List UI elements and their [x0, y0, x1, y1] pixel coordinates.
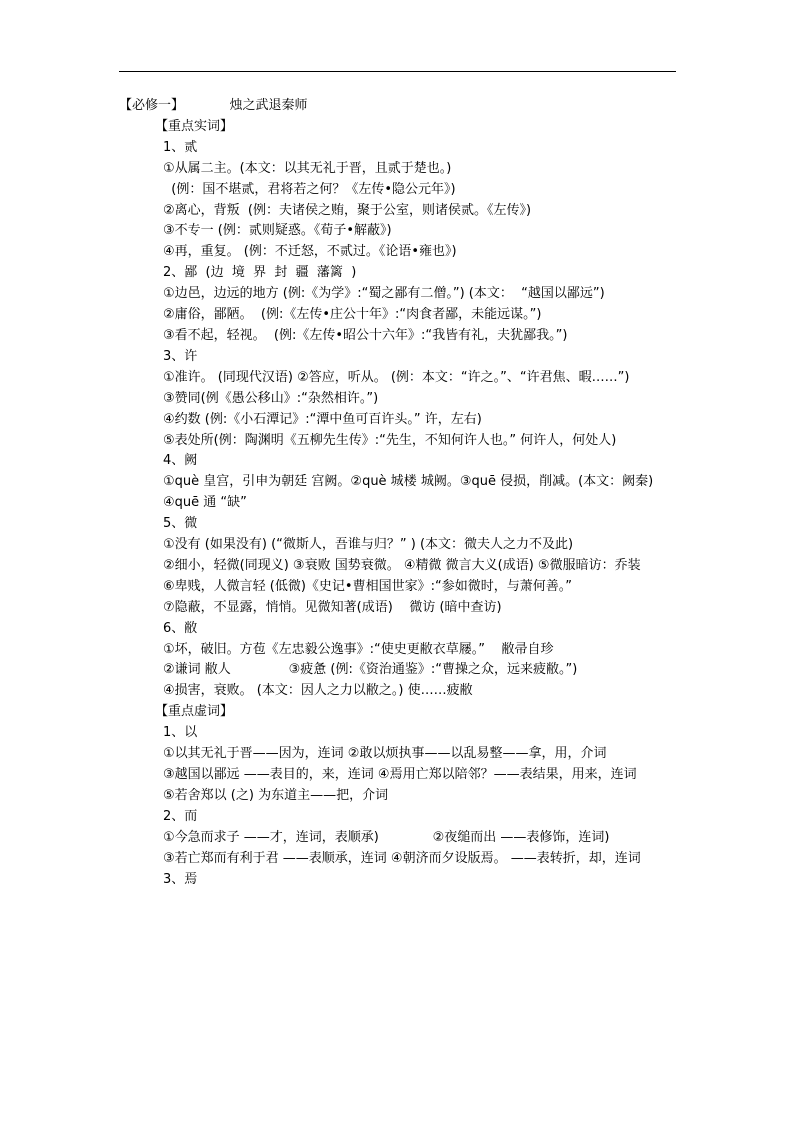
text-line: ①què 皇宫，引申为朝廷 宫阙。②què 城楼 城阙。③quē 侵损，削减。(本文：阙秦) — [163, 474, 654, 490]
text-line: 4、阙 — [163, 453, 198, 469]
text-line: 3、焉 — [163, 871, 198, 887]
text-line: ③看不起，轻视。 (例:《左传•昭公十六年》:“我皆有礼，夫犹鄙我。”) — [163, 327, 568, 343]
text-line: 3、许 — [163, 348, 198, 364]
text-line: ④再，重复。 (例：不迁怒，不贰过。《论语•雍也》) — [163, 244, 457, 260]
text-line: ②细小，轻微(同现义) ③衰败 国势衰微。 ④精微 微言大义(成语) ⑤微服暗访：乔装 — [163, 557, 641, 573]
document-body — [119, 96, 682, 890]
text-line: 2、而 — [163, 808, 198, 824]
text-line: 1、以 — [163, 725, 198, 741]
text-line: ⑤若舍郑以 (之) 为东道主——把，介词 — [163, 787, 389, 803]
text-line: ③赞同(例《愚公移山》:“杂然相许。”) — [163, 390, 379, 406]
text-line: 【必修一】 烛之武退秦师 — [119, 98, 308, 113]
text-line: 6、敝 — [163, 620, 198, 636]
text-line: ⑦隐蔽，不显露，悄悄。见微知著(成语) 微访 (暗中查访) — [163, 599, 502, 615]
text-line: ③越国以鄙远 ——表目的，来，连词 ④焉用亡郑以陪邻？——表结果，用来，连词 — [163, 767, 637, 782]
text-line: ①没有 (如果没有) (“微斯人，吾谁与归？” ) (本文：微夫人之力不及此) — [163, 537, 574, 553]
text-line: ②离心，背叛 (例：夫诸侯之贿，聚于公室，则诸侯贰。《左传》) — [163, 202, 532, 218]
text-line: ③不专一 (例：贰则疑惑。《荀子•解蔽》) — [163, 223, 392, 239]
text-line: ④约数 (例:《小石潭记》:“潭中鱼可百许头。” 许，左右) — [163, 411, 482, 427]
text-line: ①准许。 (同现代汉语) ②答应，听从。 (例：本文：“许之。”、“许君焦、暇……”) — [163, 369, 630, 385]
text-line: ④损害，衰败。 (本文：因人之力以敝之。) 使……疲敝 — [163, 683, 473, 699]
text-line: ④quē 通 “缺” — [163, 495, 247, 511]
text-line: 5、微 — [163, 516, 198, 532]
text-line: ①从属二主。(本文：以其无礼于晋，且贰于楚也。) — [163, 160, 452, 176]
text-line: ⑥卑贱，人微言轻 (低微)《史记•曹相国世家》:“参如微时，与萧何善。” — [163, 578, 572, 594]
text-line: ②谦词 敝人 ③疲惫 (例:《资治通鉴》:“曹操之众，远来疲敝。”) — [163, 662, 578, 678]
text-line: 【重点虚词】 — [155, 704, 234, 720]
text-line: ①坏，破旧。方苞《左忠毅公逸事》:“使史更敝衣草屦。” 敝帚自珍 — [163, 641, 554, 657]
text-line: ①今急而求子 ——才，连词，表顺承) ②夜缒而出 ——表修饰，连词) — [163, 829, 610, 845]
text-line: ①边邑，边远的地方 (例:《为学》:“蜀之鄙有二僧。”) (本文： “越国以鄙远”) — [163, 286, 605, 302]
text-line: ⑤表处所(例：陶渊明《五柳先生传》:“先生，不知何许人也。” 何许人，何处人) — [163, 432, 617, 448]
text-line: ③若亡郑而有利于君 ——表顺承，连词 ④朝济而夕设版焉。 ——表转折，却，连词 — [163, 850, 641, 866]
header-rule — [119, 71, 676, 72]
text-line: ①以其无礼于晋——因为，连词 ②敢以烦执事——以乱易整——拿，用，介词 — [163, 746, 607, 762]
text-line: 【重点实词】 — [155, 118, 234, 134]
text-line: 2、鄙 (边 境 界 封 疆 藩篱 ) — [163, 265, 357, 281]
text-line: 1、贰 — [163, 139, 198, 155]
text-line: ②庸俗，鄙陋。 (例:《左传•庄公十年》:“肉食者鄙，未能远谋。”) — [163, 307, 542, 323]
text-line: (例：国不堪贰，君将若之何？《左传•隐公元年》) — [163, 181, 456, 197]
